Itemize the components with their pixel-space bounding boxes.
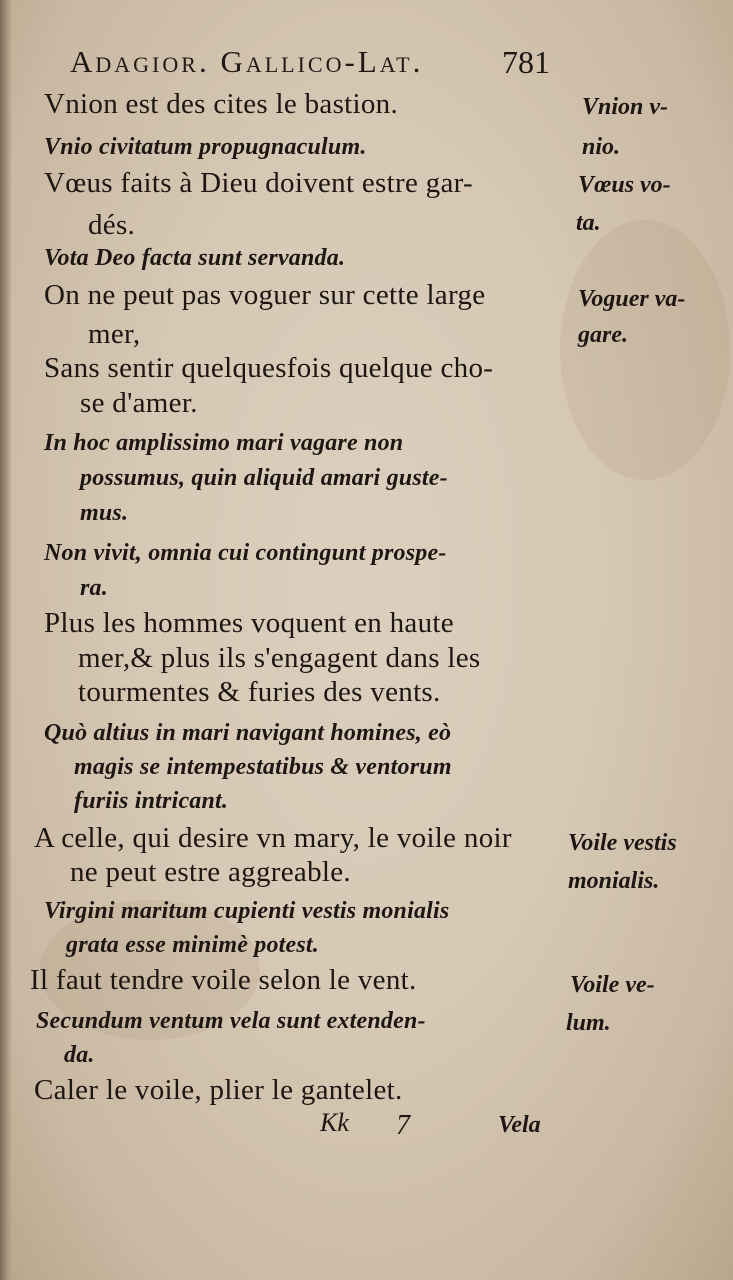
margin-note: lum. — [566, 1010, 611, 1036]
text-line: Sans sentir quelquesfois quelque cho- — [44, 352, 494, 384]
text-line: Il faut tendre voile selon le vent. — [30, 964, 417, 996]
text-line: mer,& plus ils s'engagent dans les — [78, 642, 481, 674]
text-line: Vota Deo facta sunt servanda. — [44, 245, 346, 271]
running-title: Adagior. Gallico-Lat. — [70, 44, 424, 79]
text-line: grata esse minimè potest. — [66, 932, 319, 958]
text-line: On ne peut pas voguer sur cette large — [44, 279, 486, 311]
text-line: dés. — [88, 209, 136, 241]
catchword: Vela — [498, 1112, 541, 1138]
page-number: 781 — [502, 44, 550, 80]
text-line: mer, — [88, 318, 141, 350]
text-line: mus. — [80, 500, 129, 526]
margin-note: monialis. — [568, 868, 660, 894]
margin-note: gare. — [578, 322, 628, 348]
margin-note: Voile ve- — [570, 972, 655, 998]
margin-note: nio. — [582, 134, 621, 160]
text-line: tourmentes & furies des vents. — [78, 676, 441, 708]
margin-note: Voguer va- — [578, 286, 686, 312]
signature-mark: Kk — [320, 1108, 349, 1137]
text-line: magis se intempestatibus & ventorum — [74, 754, 452, 780]
paper-stain — [560, 220, 730, 480]
text-line: Quò altius in mari navigant homines, eò — [44, 720, 452, 746]
text-line: Secundum ventum vela sunt extenden- — [36, 1008, 426, 1034]
text-line: ra. — [80, 575, 108, 601]
text-line: furiis intricant. — [74, 788, 229, 814]
text-line: Vnion est des cites le bastion. — [44, 88, 399, 120]
text-line: Virgini maritum cupienti vestis monialis — [44, 898, 450, 924]
text-line: possumus, quin aliquid amari guste- — [80, 465, 448, 491]
running-header — [70, 44, 590, 84]
margin-note: Voile vestis — [568, 830, 677, 856]
page-footer — [0, 1108, 733, 1148]
margin-note: Vnion v- — [582, 94, 669, 120]
text-line: Caler le voile, plier le gantelet. — [34, 1074, 403, 1106]
text-line: Plus les hommes voquent en haute — [44, 607, 454, 639]
signature-number: 7 — [396, 1110, 410, 1141]
text-line: Vœus faits à Dieu doivent estre gar- — [44, 167, 473, 199]
text-line: se d'amer. — [80, 387, 198, 419]
text-line: Non vivit, omnia cui contingunt prospe- — [44, 540, 447, 566]
text-line: Vnio civitatum propugnaculum. — [44, 134, 367, 160]
margin-note: ta. — [576, 210, 601, 236]
margin-note: Vœus vo- — [578, 172, 671, 198]
text-line: ne peut estre aggreable. — [70, 856, 351, 888]
text-line: In hoc amplissimo mari vagare non — [44, 430, 404, 456]
binding-gutter — [0, 0, 12, 1280]
text-line: A celle, qui desire vn mary, le voile noir — [34, 822, 512, 854]
text-line: da. — [64, 1042, 95, 1068]
